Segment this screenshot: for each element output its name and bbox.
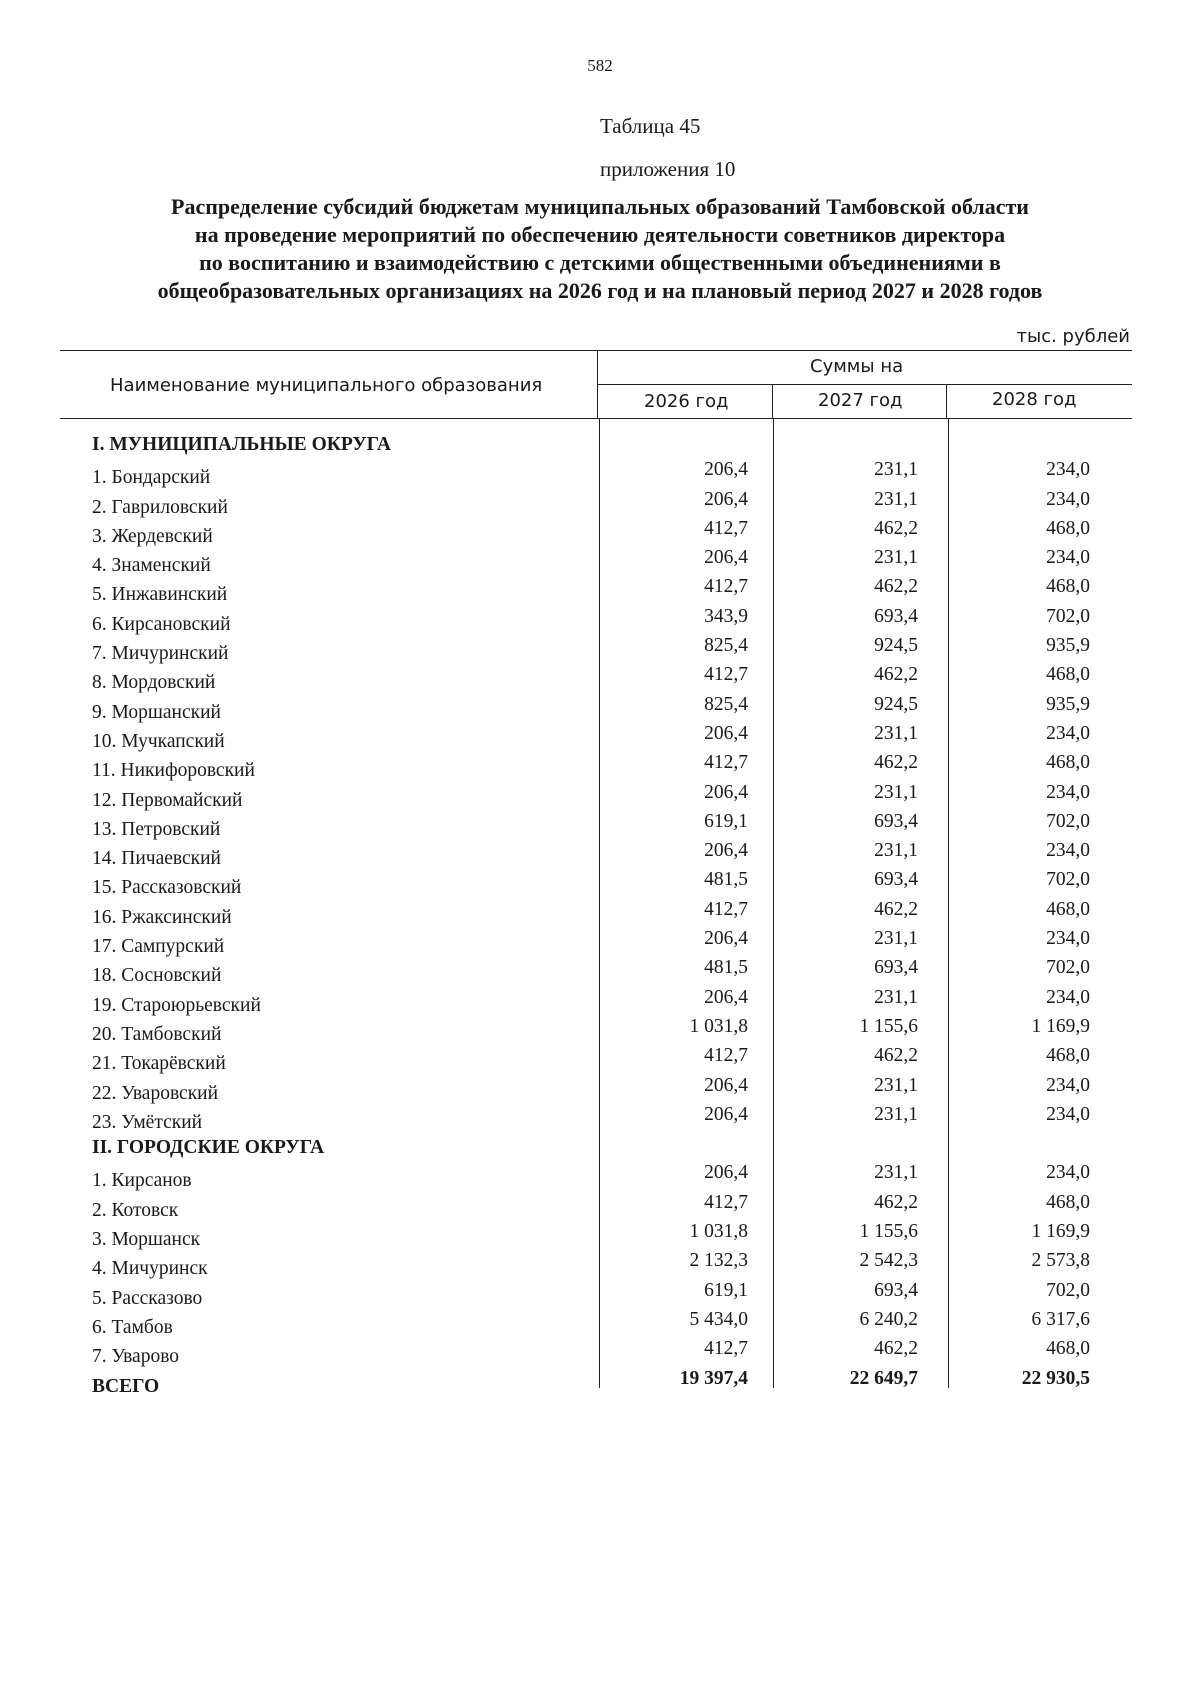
municipality-name: 6. Тамбов <box>92 1316 173 1338</box>
amount-2028: 702,0 <box>1046 1279 1090 1301</box>
amount-2028: 468,0 <box>1046 1191 1090 1213</box>
municipality-name: 14. Пичаевский <box>92 848 221 870</box>
amount-2028: 1 169,9 <box>1031 1221 1090 1243</box>
amount-2028: 702,0 <box>1046 869 1090 891</box>
title-line: Распределение субсидий бюджетам муниципальных образований Тамбовской области <box>171 194 1029 219</box>
amount-2028: 468,0 <box>1046 517 1090 539</box>
amount-2026: 1 031,8 <box>689 1221 748 1243</box>
municipality-name: ВСЕГО <box>92 1375 160 1397</box>
municipality-name: 18. Сосновский <box>92 965 222 987</box>
municipality-name: 12. Первомайский <box>92 789 243 811</box>
table-row <box>0 957 1200 990</box>
amount-2027: 462,2 <box>874 898 918 920</box>
table-row <box>0 1191 1200 1225</box>
amount-2026: 412,7 <box>704 664 748 686</box>
amount-2027: 2 542,3 <box>859 1250 918 1272</box>
table-row <box>0 1338 1200 1371</box>
amount-2027: 462,2 <box>874 576 918 598</box>
amount-2026: 481,5 <box>704 869 748 891</box>
units-label: тыс. рублей <box>1016 326 1130 347</box>
amount-2027: 693,4 <box>874 605 918 627</box>
municipality-name: 15. Рассказовский <box>92 877 242 899</box>
amount-2028: 468,0 <box>1046 664 1090 686</box>
table-row <box>0 1221 1200 1254</box>
table-row <box>0 635 1200 668</box>
amount-2028: 468,0 <box>1046 898 1090 920</box>
amount-2028: 1 169,9 <box>1031 1015 1090 1037</box>
table-top-border <box>60 350 1132 351</box>
amount-2026: 206,4 <box>704 840 748 862</box>
municipality-name: 6. Кирсановский <box>92 613 231 635</box>
table-row <box>0 1103 1200 1137</box>
amount-2028: 234,0 <box>1046 547 1090 569</box>
amount-2026: 19 397,4 <box>679 1367 748 1389</box>
table-row <box>0 1015 1200 1049</box>
amount-2027: 1 155,6 <box>859 1015 918 1037</box>
amount-2026: 206,4 <box>704 488 748 510</box>
amount-2026: 206,4 <box>704 1074 748 1096</box>
title-line: общеобразовательных организациях на 2026 год и на плановый период 2027 и 2028 годов <box>157 278 1043 303</box>
amount-2027: 231,1 <box>874 722 918 744</box>
amount-2028: 234,0 <box>1046 488 1090 510</box>
amount-2028: 702,0 <box>1046 810 1090 832</box>
municipality-name: 1. Бондарский <box>92 467 211 489</box>
amount-2026: 206,4 <box>704 459 748 481</box>
sums-group-header: Суммы на <box>810 356 904 377</box>
table-row <box>0 664 1200 697</box>
municipality-name: 17. Сампурский <box>92 936 225 958</box>
document-title <box>60 193 1140 305</box>
amount-2026: 206,4 <box>704 781 748 803</box>
amount-2026: 206,4 <box>704 928 748 950</box>
amount-2026: 2 132,3 <box>689 1250 748 1272</box>
table-row <box>0 986 1200 1020</box>
amount-2026: 206,4 <box>704 547 748 569</box>
year-column-header: 2026 год <box>644 391 729 412</box>
amount-2028: 234,0 <box>1046 1103 1090 1125</box>
amount-2028: 234,0 <box>1046 459 1090 481</box>
name-column-header: Наименование муниципального образования <box>110 375 543 396</box>
amount-2026: 343,9 <box>704 605 748 627</box>
amount-2026: 412,7 <box>704 752 748 774</box>
amount-2026: 412,7 <box>704 517 748 539</box>
amount-2026: 1 031,8 <box>689 1015 748 1037</box>
amount-2028: 2 573,8 <box>1031 1250 1090 1272</box>
amount-2026: 5 434,0 <box>689 1308 748 1330</box>
municipality-name: 5. Инжавинский <box>92 584 228 606</box>
year-column-header: 2028 год <box>992 389 1077 410</box>
table-row <box>0 547 1200 580</box>
amount-2028: 702,0 <box>1046 957 1090 979</box>
table-row <box>0 693 1200 727</box>
table-caption: Таблица 45 <box>600 114 701 138</box>
municipality-name: 3. Моршанск <box>92 1229 201 1251</box>
municipality-name: 13. Петровский <box>92 818 221 840</box>
amount-2027: 462,2 <box>874 1045 918 1067</box>
year-column-header: 2027 год <box>818 390 903 411</box>
amount-2028: 234,0 <box>1046 1074 1090 1096</box>
amount-2027: 231,1 <box>874 1103 918 1125</box>
table-row <box>0 1045 1200 1078</box>
table-row <box>0 1279 1200 1313</box>
amount-2026: 412,7 <box>704 1191 748 1213</box>
column-divider <box>946 384 947 418</box>
municipality-name: 11. Никифоровский <box>92 760 255 782</box>
municipality-name: 22. Уваровский <box>92 1082 219 1104</box>
municipality-name: 4. Знаменский <box>92 555 211 577</box>
municipality-name: 1. Кирсанов <box>92 1170 192 1192</box>
amount-2027: 231,1 <box>874 986 918 1008</box>
column-divider <box>597 350 598 418</box>
amount-2026: 412,7 <box>704 1045 748 1067</box>
table-row <box>0 810 1200 844</box>
amount-2028: 702,0 <box>1046 605 1090 627</box>
amount-2026: 412,7 <box>704 576 748 598</box>
table-row <box>0 1308 1200 1342</box>
amount-2027: 693,4 <box>874 1279 918 1301</box>
table-row <box>0 488 1200 522</box>
amount-2027: 462,2 <box>874 664 918 686</box>
section-header-row <box>0 434 1200 463</box>
amount-2027: 693,4 <box>874 957 918 979</box>
amount-2027: 231,1 <box>874 781 918 803</box>
header-group-divider <box>597 384 1132 385</box>
amount-2027: 462,2 <box>874 1338 918 1360</box>
amount-2026: 412,7 <box>704 1338 748 1360</box>
section-title: II. ГОРОДСКИЕ ОКРУГА <box>92 1137 325 1159</box>
amount-2028: 234,0 <box>1046 840 1090 862</box>
municipality-name: 8. Мордовский <box>92 672 216 694</box>
municipality-name: 2. Котовск <box>92 1199 179 1221</box>
municipality-name: 5. Рассказово <box>92 1287 203 1309</box>
amount-2028: 234,0 <box>1046 1162 1090 1184</box>
amount-2027: 693,4 <box>874 810 918 832</box>
amount-2026: 619,1 <box>704 810 748 832</box>
amount-2027: 462,2 <box>874 517 918 539</box>
amount-2027: 231,1 <box>874 547 918 569</box>
table-row <box>0 1074 1200 1108</box>
table-body <box>0 434 1200 1401</box>
amount-2028: 234,0 <box>1046 928 1090 950</box>
table-row <box>0 752 1200 785</box>
amount-2027: 231,1 <box>874 459 918 481</box>
amount-2026: 206,4 <box>704 722 748 744</box>
municipality-name: 4. Мичуринск <box>92 1258 208 1280</box>
table-row <box>0 781 1200 815</box>
municipality-name: 2. Гавриловский <box>92 496 228 518</box>
table-row <box>0 1162 1200 1195</box>
table-row <box>0 517 1200 551</box>
table-row <box>0 605 1200 639</box>
amount-2026: 206,4 <box>704 986 748 1008</box>
amount-2026: 619,1 <box>704 1279 748 1301</box>
municipality-name: 21. Токарёвский <box>92 1053 226 1075</box>
table-row <box>0 459 1200 492</box>
municipality-name: 23. Умётский <box>92 1111 203 1133</box>
municipality-name: 16. Ржаксинский <box>92 906 232 928</box>
section-title: I. МУНИЦИПАЛЬНЫЕ ОКРУГА <box>92 434 392 455</box>
section-header-row <box>0 1137 1200 1166</box>
amount-2027: 924,5 <box>874 635 918 657</box>
amount-2028: 935,9 <box>1046 693 1090 715</box>
municipality-name: 9. Моршанский <box>92 701 221 723</box>
amount-2028: 935,9 <box>1046 635 1090 657</box>
appendix-caption: приложения 10 <box>600 157 736 181</box>
amount-2028: 234,0 <box>1046 986 1090 1008</box>
table-row <box>0 928 1200 961</box>
amount-2026: 206,4 <box>704 1103 748 1125</box>
amount-2026: 412,7 <box>704 898 748 920</box>
amount-2028: 468,0 <box>1046 576 1090 598</box>
municipality-name: 20. Тамбовский <box>92 1023 222 1045</box>
municipality-name: 19. Староюрьевский <box>92 994 261 1016</box>
table-row <box>0 869 1200 902</box>
table-row <box>0 1250 1200 1283</box>
table-row <box>0 840 1200 873</box>
amount-2026: 481,5 <box>704 957 748 979</box>
title-line: по воспитанию и взаимодействию с детскими общественными объединениями в <box>199 250 1001 275</box>
amount-2027: 924,5 <box>874 693 918 715</box>
amount-2028: 6 317,6 <box>1031 1308 1090 1330</box>
total-row <box>0 1367 1200 1401</box>
table-header-bottom-border <box>60 418 1132 419</box>
municipality-name: 7. Уварово <box>92 1346 180 1368</box>
amount-2027: 231,1 <box>874 1074 918 1096</box>
amount-2028: 234,0 <box>1046 722 1090 744</box>
amount-2027: 6 240,2 <box>859 1308 918 1330</box>
municipality-name: 3. Жердевский <box>92 525 213 547</box>
amount-2027: 231,1 <box>874 1162 918 1184</box>
municipality-name: 10. Мучкапский <box>92 730 225 752</box>
amount-2027: 1 155,6 <box>859 1221 918 1243</box>
amount-2027: 231,1 <box>874 928 918 950</box>
amount-2026: 206,4 <box>704 1162 748 1184</box>
amount-2027: 693,4 <box>874 869 918 891</box>
column-divider <box>772 384 773 418</box>
amount-2027: 462,2 <box>874 752 918 774</box>
amount-2027: 462,2 <box>874 1191 918 1213</box>
amount-2027: 22 649,7 <box>849 1367 918 1389</box>
amount-2028: 22 930,5 <box>1021 1367 1090 1389</box>
amount-2028: 468,0 <box>1046 1045 1090 1067</box>
amount-2028: 234,0 <box>1046 781 1090 803</box>
amount-2026: 825,4 <box>704 635 748 657</box>
municipality-name: 7. Мичуринский <box>92 643 229 665</box>
amount-2027: 231,1 <box>874 488 918 510</box>
title-line: на проведение мероприятий по обеспечению деятельности советников директора <box>194 222 1006 247</box>
table-row <box>0 722 1200 756</box>
amount-2027: 231,1 <box>874 840 918 862</box>
table-row <box>0 576 1200 609</box>
table-row <box>0 898 1200 932</box>
amount-2028: 468,0 <box>1046 752 1090 774</box>
amount-2026: 825,4 <box>704 693 748 715</box>
amount-2028: 468,0 <box>1046 1338 1090 1360</box>
page-number: 582 <box>587 56 613 75</box>
